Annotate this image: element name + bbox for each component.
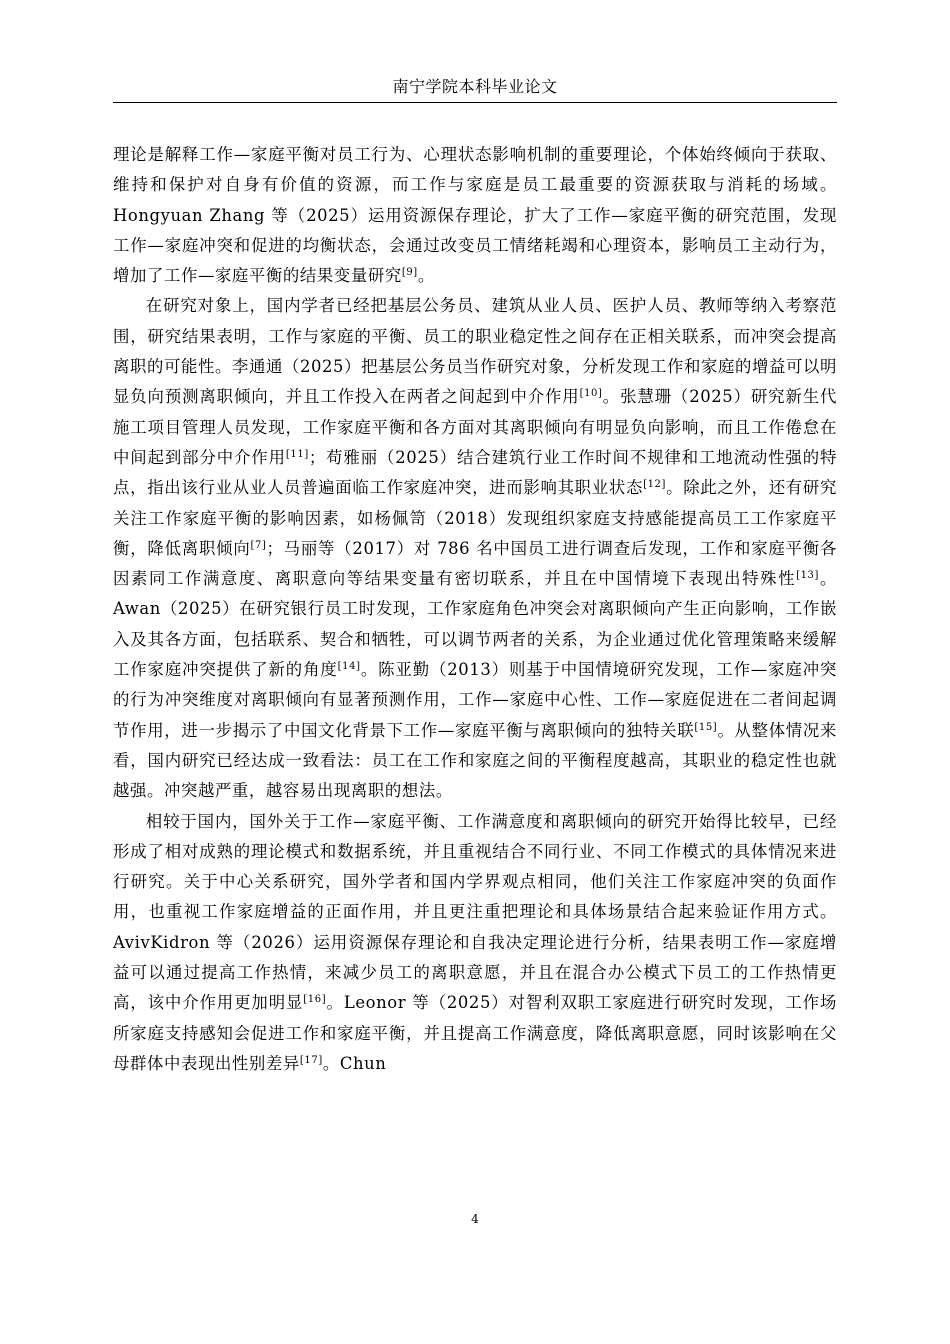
citation-ref: [13] <box>796 570 819 582</box>
citation-ref: [12] <box>643 479 666 491</box>
page-number: 4 <box>471 1212 479 1226</box>
citation-ref: [9] <box>401 267 418 279</box>
citation-ref: [7] <box>250 539 267 551</box>
text-run: ；马丽等（2017）对 786 名中国员工进行调查后发现，工作和家庭平衡各因素同工作满意度、离职意向等结果变量有密切联系，并且在中国情境下表现出特殊性 <box>113 538 837 589</box>
paragraph-2 <box>113 291 837 806</box>
header-title: 南宁学院本科毕业论文 <box>392 77 558 96</box>
text-run: 。从整体情况来看，国内研究已经达成一致看法：员工在工作和家庭之间的平衡程度越高，其职业的稳定性也就越强。冲突越严重，越容易出现离职的想法。 <box>113 720 837 801</box>
page-header <box>113 72 837 103</box>
body-text <box>113 140 837 1079</box>
text-run: 。张慧珊（2025）研究新生代施工项目管理人员发现，工作家庭平衡和各方面对其离职倾向有明显负向影响，而且工作倦怠在中间起到部分中介作用 <box>113 387 838 467</box>
paragraph-3 <box>113 807 837 1080</box>
text-run: 。Chun <box>322 1053 387 1073</box>
text-run: 。除此之外，还有研究关注工作家庭平衡的影响因素，如杨佩笥（2018）发现组织家庭支持感能提高员工工作家庭平衡，降低离职倾向 <box>113 478 837 558</box>
citation-ref: [15] <box>694 721 718 733</box>
text-run: ；苟雅丽（2025）结合建筑行业工作时间不规律和工地流动性强的特点，指出该行业从业人员普遍面临工作家庭冲突，进而影响其职业状态 <box>113 447 838 498</box>
paragraph-1 <box>113 140 837 291</box>
text-run: 。Awan（2025）在研究银行员工时发现，工作家庭角色冲突会对离职倾向产生正向影响，工作嵌入及其各方面，包括联系、契合和牺牲，可以调节两者的关系，为企业通过优化管理策略来缓解工作家庭冲突提供了新的角度 <box>113 569 837 680</box>
citation-ref: [17] <box>299 1054 323 1066</box>
citation-ref: [14] <box>337 661 361 673</box>
text-run: 。Leonor 等（2025）对智利双职工家庭进行研究时发现，工作场所家庭支持感知会促进工作和家庭平衡，并且提高工作满意度，降低离职意愿，同时该影响在父母群体中表现出性别差异 <box>113 993 837 1073</box>
text-run: 。 <box>417 266 435 286</box>
text-run: 在研究对象上，国内学者已经把基层公务员、建筑从业人员、医护人员、教师等纳入考察范围，研究结果表明，工作与家庭的平衡、员工的职业稳定性之间存在正相关联系，而冲突会提高离职的可能性。李通通（2025）把基层公务员当作研究对象，分析发现工作和家庭的增益可以明显负向预测离职倾向，并且工作投入在两者之间起到中介作用 <box>113 296 837 407</box>
text-run: 理论是解释工作—家庭平衡对员工行为、心理状态影响机制的重要理论，个体始终倾向于获取、维持和保护对自身有价值的资源，而工作与家庭是员工最重要的资源获取与消耗的场域。Hongyuan Zhang 等（2025）运用资源保存理论，扩大了工作—家庭平衡的研究范围，发现工作—家庭冲突和促进的均衡状态，会通过改变员工情绪耗竭和心理资本，影响员工主动行为，增加了工作—家庭平衡的结果变量研究 <box>113 145 837 286</box>
text-run: 。陈亚勤（2013）则基于中国情境研究发现，工作—家庭冲突的行为冲突维度对离职倾向有显著预测作用，工作—家庭中心性、工作—家庭促进在二者间起调节作用，进一步揭示了中国文化背景下工作—家庭平衡与离职倾向的独特关联 <box>113 660 837 740</box>
citation-ref: [11] <box>285 448 309 460</box>
text-run: 相较于国内，国外关于工作—家庭平衡、工作满意度和离职倾向的研究开始得比较早，已经形成了相对成熟的理论模式和数据系统，并且重视结合不同行业、不同工作模式的具体情况来进行研究。关于中心关系研究，国外学者和国内学界观点相同，他们关注工作家庭冲突的负面作用，也重视工作家庭增益的正面作用，并且更注重把理论和具体场景结合起来验证作用方式。AvivKidron 等（2026）运用资源保存理论和自我决定理论进行分析，结果表明工作—家庭增益可以通过提高工作热情，来减少员工的离职意愿，并且在混合办公模式下员工的工作热情更高，该中介作用更加明显 <box>113 811 837 1013</box>
citation-ref: [10] <box>579 388 603 400</box>
citation-ref: [16] <box>303 994 327 1006</box>
